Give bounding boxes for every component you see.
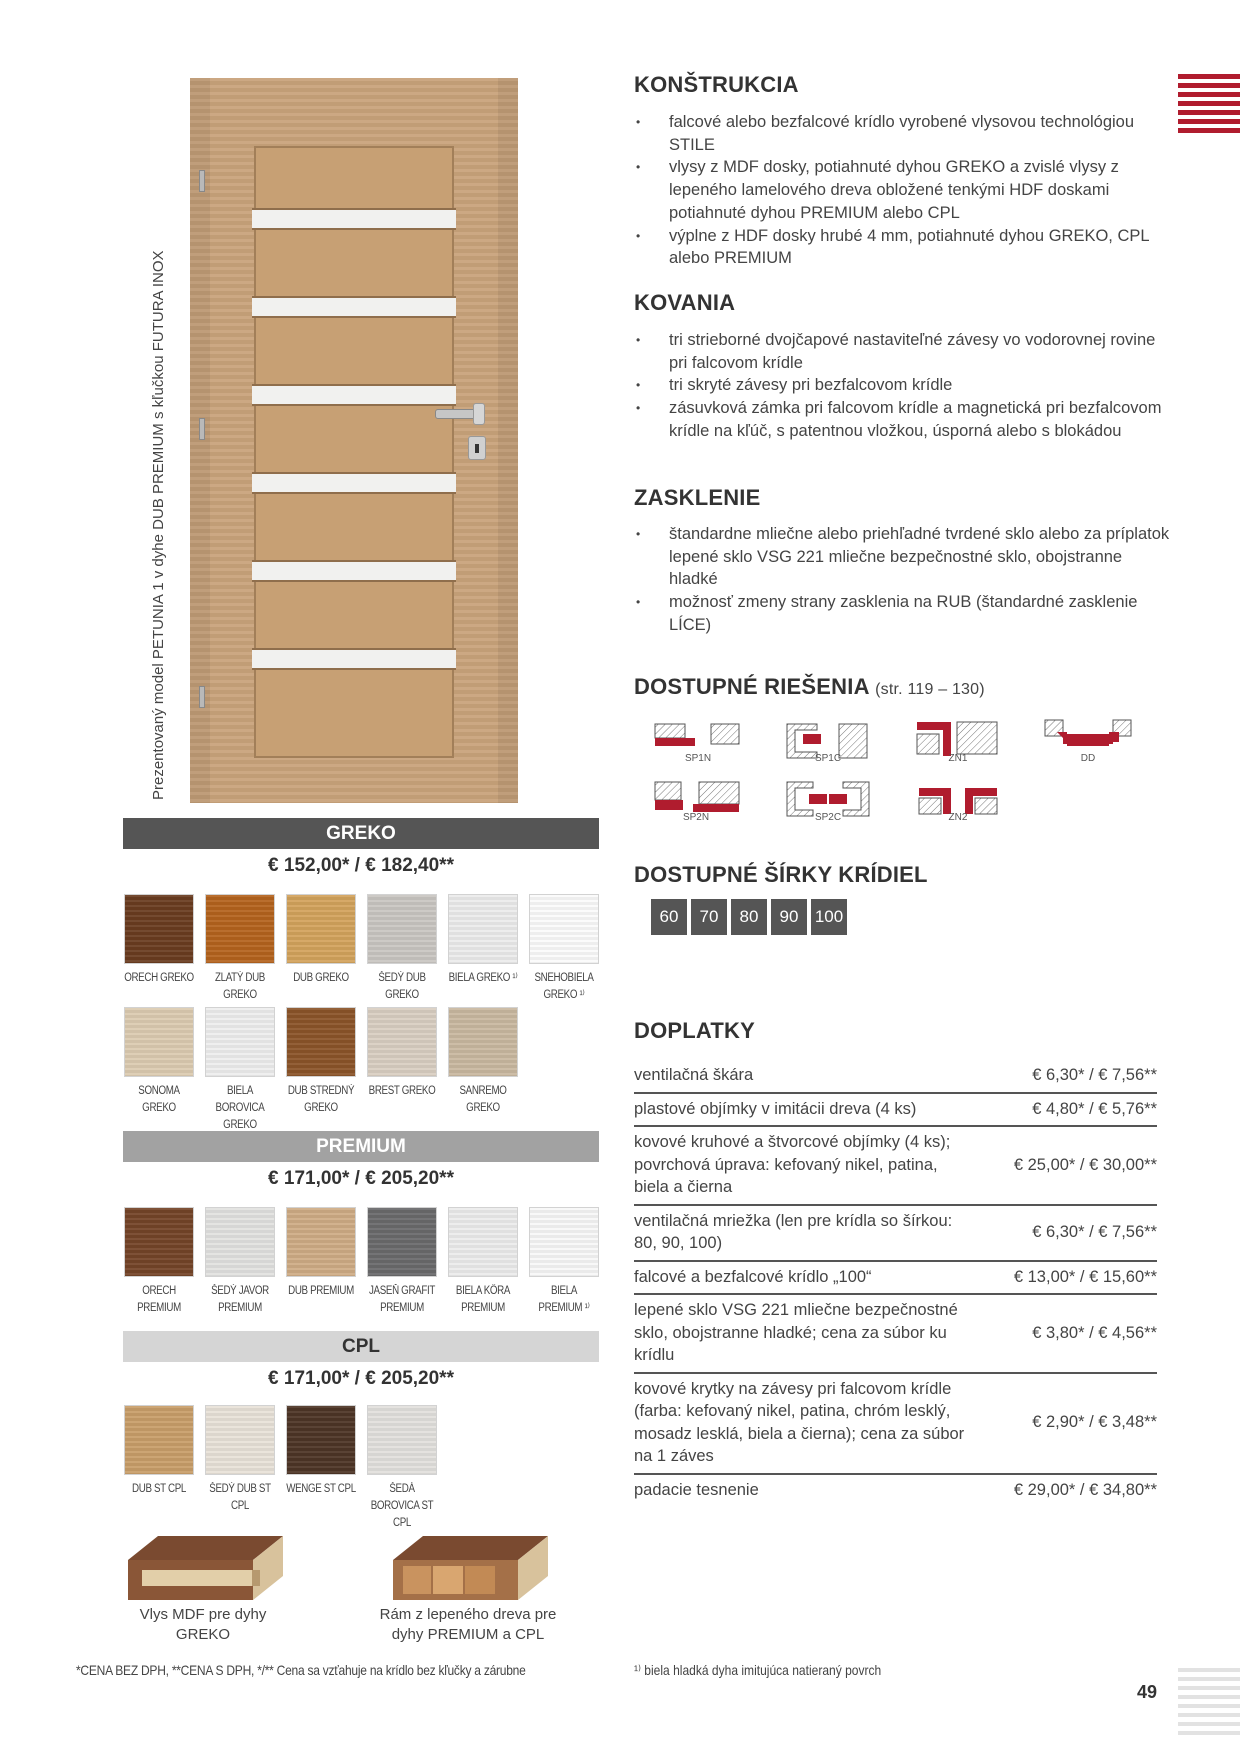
row-description: padacie tesnenie <box>634 1480 759 1499</box>
sol-label: SP2N <box>682 812 710 823</box>
glass-strip <box>252 648 456 670</box>
color-swatch-label: SNEHOBIELA GREKO ¹⁾ <box>534 972 594 1001</box>
color-swatch <box>367 1405 437 1475</box>
width-option: 90 <box>771 899 807 935</box>
list-item: • výplne z HDF dosky hrubé 4 mm, potiahnuté dyhou GREKO, CPL alebo PREMIUM <box>634 225 1174 270</box>
keyhole-icon <box>468 436 486 460</box>
stripe <box>1178 128 1240 133</box>
widths-heading: DOSTUPNÉ ŠÍRKY KRÍDIEL <box>634 862 928 887</box>
color-swatch-label: DUB PREMIUM <box>288 1285 354 1297</box>
color-swatch <box>448 1207 518 1277</box>
color-swatch-label: SONOMA GREKO <box>138 1085 180 1114</box>
color-swatch-label: ŠEDÝ DUB ST CPL <box>209 1483 271 1512</box>
color-swatch <box>286 1207 356 1277</box>
sol-label: ZN1 <box>948 753 968 764</box>
color-swatch <box>286 894 356 964</box>
color-swatch-label: ORECH GREKO <box>124 972 194 984</box>
color-swatch <box>205 1007 275 1077</box>
stripe <box>1178 101 1240 106</box>
row-description: ventilačná škára <box>634 1066 754 1084</box>
list-item: • vlysy z MDF dosky, potiahnuté dyhou GREKO a zvislé vlysy z lepeného lamelového dreva obložené tenkými HDF doskami potiahnuté dyhou PREMIUM alebo CPL <box>634 156 1174 224</box>
zasklenie-list <box>634 523 1174 637</box>
stripe <box>1178 83 1240 88</box>
sol-label: DD <box>1080 753 1096 764</box>
color-swatch <box>124 1007 194 1077</box>
sol-label: SP1C <box>814 753 842 764</box>
row-price: € 2,90* / € 3,48** <box>1032 1413 1157 1432</box>
list-item: • falcové alebo bezfalcové krídlo vyrobené vlysovou technológiou STILE <box>634 111 1174 156</box>
decorative-stripes-top <box>1178 74 1240 137</box>
list-item: • možnosť zmeny strany zasklenia na RUB (štandardné zasklenie LÍCE) <box>634 591 1174 636</box>
glass-strip <box>252 296 456 318</box>
row-price: € 25,00* / € 30,00** <box>1013 1155 1157 1174</box>
color-swatch <box>205 894 275 964</box>
sol-label: SP1N <box>684 753 712 764</box>
color-swatch-label: DUB STREDNÝ GREKO <box>287 1085 355 1114</box>
color-swatch-label: BREST GREKO <box>368 1085 436 1097</box>
table-row <box>634 1475 1157 1507</box>
doplatky-heading: DOPLATKY <box>634 1018 755 1043</box>
glass-strip <box>252 560 456 582</box>
row-price: € 3,80* / € 4,56** <box>1032 1323 1157 1342</box>
zn1-diagram-icon <box>913 716 1003 758</box>
glued-wood-profile-caption: Rám z lepeného dreva pre dyhy PREMIUM a CPL <box>379 1606 557 1643</box>
sol-label: SP2C <box>814 812 842 823</box>
color-swatch <box>529 1207 599 1277</box>
color-swatch-label: BIELA PREMIUM ¹⁾ <box>538 1285 590 1314</box>
premium-price: € 171,00* / € 205,20** <box>268 1168 454 1189</box>
mdf-profile-caption: Vlys MDF pre dyhy GREKO <box>139 1606 267 1643</box>
hinge-icon <box>199 170 205 192</box>
hinge-icon <box>199 418 205 440</box>
color-swatch-label: DUB ST CPL <box>131 1483 187 1495</box>
solutions-heading <box>634 674 985 700</box>
color-swatch <box>286 1007 356 1077</box>
row-description: kovové krytky na závesy pri falcovom krídle (farba: kefovaný nikel, patina, chróm lesklý, mosadz lesklá, biela a čierna); cena za súbor na 1 záves <box>634 1379 965 1465</box>
row-description: lepené sklo VSG 221 mliečne bezpečnostné sklo, obojstranne hladké; cena za súbor ku krídlu <box>634 1301 958 1364</box>
door-caption: Prezentovaný model PETUNIA 1 v dyhe DUB PREMIUM s kľučkou FUTURA INOX <box>150 250 167 800</box>
color-swatch <box>205 1405 275 1475</box>
color-swatch-label: ŠEDÝ DUB GREKO <box>378 972 426 1001</box>
footnote-prices: *CENA BEZ DPH, **CENA S DPH, */** Cena sa vzťahuje na krídlo bez kľučky a zárubne <box>76 1662 526 1678</box>
width-option: 60 <box>651 899 687 935</box>
row-price: € 4,80* / € 5,76** <box>1032 1099 1157 1118</box>
footnote-white: ¹⁾ biela hladká dyha imitujúca natieraný povrch <box>634 1662 882 1678</box>
color-swatch-label: DUB GREKO <box>293 972 349 984</box>
color-swatch <box>205 1207 275 1277</box>
row-description: plastové objímky v imitácii dreva (4 ks) <box>634 1099 917 1118</box>
table-row <box>634 1127 1157 1206</box>
table-row <box>634 1374 1157 1475</box>
row-description: falcové a bezfalcové krídlo „100“ <box>634 1267 872 1286</box>
hinge-icon <box>199 686 205 708</box>
row-price: € 13,00* / € 15,60** <box>1013 1267 1157 1286</box>
width-option: 80 <box>731 899 767 935</box>
width-option: 100 <box>811 899 847 935</box>
stripe <box>1178 119 1240 124</box>
color-swatch-label: ZLATÝ DUB GREKO <box>215 972 265 1001</box>
row-price: € 6,30* / € 7,56** <box>1032 1222 1157 1241</box>
table-row <box>634 1206 1157 1262</box>
kovania-heading: KOVANIA <box>634 290 736 315</box>
stripe <box>1178 74 1240 79</box>
list-item: • zásuvková zámka pri falcovom krídle a magnetická pri bezfalcovom krídle na kľúč, s patentnou vložkou, úsporná alebo s blokádou <box>634 397 1174 442</box>
konstrukcia-heading: KONŠTRUKCIA <box>634 72 799 97</box>
list-item: • štandardne mliečne alebo priehľadné tvrdené sklo alebo za príplatok lepené sklo VSG 221 mliečne bezpečnostné sklo, obojstranne hladké <box>634 523 1174 591</box>
table-row <box>634 1262 1157 1296</box>
color-swatch-label: BIELA KÔRA PREMIUM <box>455 1285 511 1314</box>
table-row <box>634 1094 1157 1128</box>
color-swatch <box>367 1207 437 1277</box>
color-swatch-label: ŠEDÁ BOROVICA ST CPL <box>370 1483 434 1529</box>
cpl-price: € 171,00* / € 205,20** <box>268 1368 454 1389</box>
color-swatch-label: ORECH PREMIUM <box>137 1285 181 1314</box>
sol-label: ZN2 <box>948 812 968 823</box>
color-swatch <box>448 1007 518 1077</box>
page-number: 49 <box>1137 1682 1158 1702</box>
color-swatch-label: BIELA BOROVICA GREKO <box>215 1085 265 1131</box>
color-swatch-label: JASEŇ GRAFIT PREMIUM <box>368 1285 435 1314</box>
premium-banner: PREMIUM <box>123 1131 599 1162</box>
dd-diagram-icon <box>1043 718 1133 758</box>
glass-strip <box>252 208 456 230</box>
konstrukcia-list <box>634 111 1174 270</box>
row-description: kovové kruhové a štvorcové objímky (4 ks); povrchová úprava: kefovaný nikel, patina, biela a čierna <box>634 1133 951 1196</box>
color-swatch-label: WENGE ST CPL <box>286 1483 356 1495</box>
width-option: 70 <box>691 899 727 935</box>
cpl-banner: CPL <box>123 1331 599 1362</box>
doplatky-table <box>634 1060 1157 1506</box>
color-swatch <box>367 1007 437 1077</box>
glass-strip <box>252 472 456 494</box>
color-swatch-label: SANREMO GREKO <box>459 1085 507 1114</box>
color-swatch <box>124 894 194 964</box>
color-swatch <box>286 1405 356 1475</box>
glass-strip <box>252 384 456 406</box>
stripe <box>1178 92 1240 97</box>
mdf-profile-image <box>118 1530 288 1608</box>
color-swatch <box>448 894 518 964</box>
widths-list <box>651 899 847 935</box>
color-swatch <box>367 894 437 964</box>
color-swatch <box>124 1207 194 1277</box>
zasklenie-heading: ZASKLENIE <box>634 485 761 510</box>
color-swatch-label: BIELA GREKO ¹⁾ <box>448 972 518 984</box>
stripe <box>1178 110 1240 115</box>
glued-wood-profile-image <box>383 1530 553 1608</box>
greko-banner: GREKO <box>123 818 599 849</box>
solutions-title: DOSTUPNÉ RIEŠENIA <box>634 674 869 699</box>
row-description: ventilačná mriežka (len pre krídla so šírkou: 80, 90, 100) <box>634 1211 953 1252</box>
color-swatch-label: ŠEDÝ JAVOR PREMIUM <box>211 1285 269 1314</box>
decorative-stripes-bottom <box>1178 1668 1240 1740</box>
list-item: • tri strieborné dvojčapové nastaviteľné závesy vo vodorovnej rovine pri falcovom krídle <box>634 329 1174 374</box>
table-row <box>634 1060 1157 1094</box>
solutions-pages: (str. 119 – 130) <box>875 681 985 698</box>
row-price: € 6,30* / € 7,56** <box>1032 1066 1157 1084</box>
kovania-list <box>634 329 1174 443</box>
greko-price: € 152,00* / € 182,40** <box>268 855 454 876</box>
table-row <box>634 1295 1157 1374</box>
row-price: € 29,00* / € 34,80** <box>1013 1480 1157 1499</box>
door-image <box>190 78 518 803</box>
color-swatch <box>529 894 599 964</box>
color-swatch <box>124 1405 194 1475</box>
list-item: • tri skryté závesy pri bezfalcovom krídle <box>634 374 1174 397</box>
